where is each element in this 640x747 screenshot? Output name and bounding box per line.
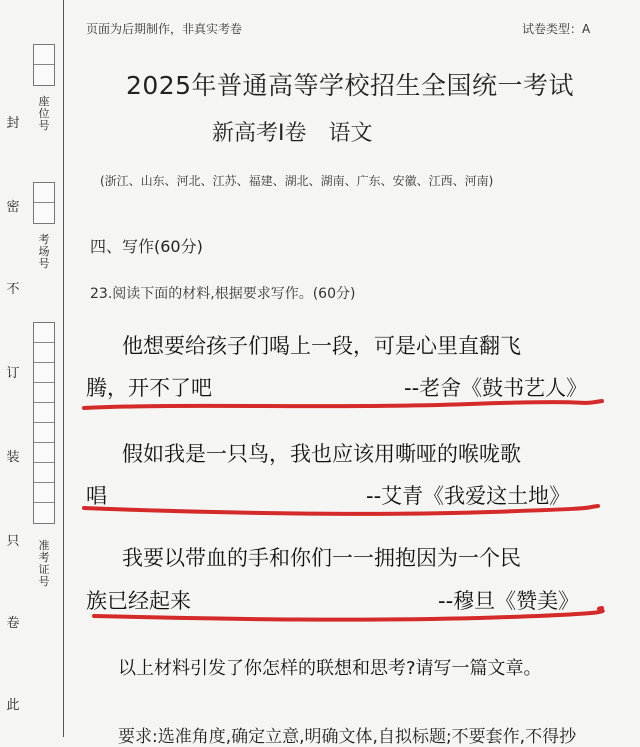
- quote-1-line-1: 他想要给孩子们喝上一段，可是心里直翻飞: [122, 334, 521, 358]
- room-number-boxes[interactable]: [33, 182, 55, 224]
- quote-2-source: --艾青《我爱这土地》: [366, 484, 571, 508]
- quote-3-source: --穆旦《赞美》: [438, 589, 580, 613]
- seal-char: 密: [6, 200, 20, 215]
- exam-subtitle-volume: 新高考Ⅰ卷: [212, 121, 307, 146]
- writing-prompt: 以上材料引发了你怎样的联想和思考?请写一篇文章。: [118, 658, 542, 679]
- exam-subtitle-subject: 语文: [328, 121, 373, 146]
- question-text: 23.阅读下面的材料,根据要求写作。(60分): [90, 286, 356, 302]
- section-heading: 四、写作(60分): [90, 237, 203, 256]
- disclaimer-note: 页面为后期制作，非真实考卷: [86, 22, 243, 36]
- seat-number-label: 座位号: [38, 95, 50, 132]
- exam-id-label: 准考证号: [38, 539, 50, 588]
- writing-requirement: 要求:选准角度,确定立意,明确文体,自拟标题;不要套作,不得抄: [118, 727, 577, 747]
- room-number-label: 考场号: [38, 233, 50, 270]
- quote-1-source: --老舍《鼓书艺人》: [404, 376, 588, 400]
- red-underlines: [70, 0, 640, 737]
- exam-page: [70, 0, 640, 747]
- quote-3-line-2: 族已经起来: [86, 589, 191, 613]
- seal-char: 装: [6, 450, 20, 465]
- quote-2-line-1: 假如我是一只鸟，我也应该用嘶哑的喉咙歌: [122, 442, 521, 466]
- underline-quote-1: [84, 401, 602, 408]
- underline-quote-2: [84, 506, 598, 514]
- quote-3-line-1: 我要以带血的手和你们一一拥抱因为一个民: [122, 546, 521, 570]
- quote-2-line-2: 唱: [86, 484, 107, 508]
- seal-char: 订: [6, 366, 20, 381]
- paper-type: 试卷类型：A: [522, 22, 591, 36]
- seal-char: 此: [6, 698, 20, 713]
- binding-margin: [0, 0, 70, 737]
- quote-1-line-2: 腾，开不了吧: [86, 376, 212, 400]
- seal-char: 只: [6, 534, 20, 549]
- exam-id-boxes[interactable]: [33, 322, 55, 524]
- seal-char: 不: [6, 282, 20, 297]
- exam-title: 2025年普通高等学校招生全国统一考试: [125, 71, 575, 100]
- seat-number-boxes[interactable]: [33, 44, 55, 86]
- seal-char: 封: [6, 116, 20, 131]
- binding-line: [63, 0, 64, 737]
- province-list: (浙江、山东、河北、江苏、福建、湖北、湖南、广东、安徽、江西、河南): [100, 174, 494, 188]
- seal-char: 卷: [6, 616, 20, 631]
- underline-quote-3: [94, 608, 603, 620]
